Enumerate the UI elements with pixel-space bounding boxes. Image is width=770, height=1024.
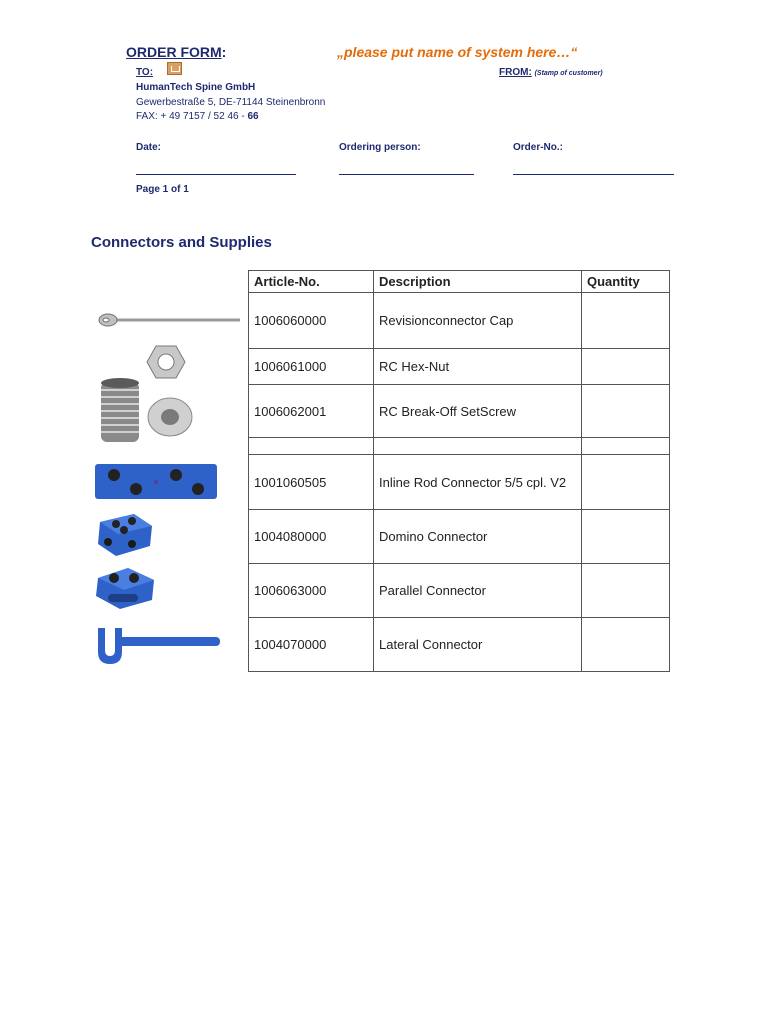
- system-name-placeholder[interactable]: „please put name of system here…“: [337, 44, 578, 60]
- set-screw-image: [98, 376, 142, 448]
- table-row: [249, 438, 670, 455]
- table-row: [249, 385, 670, 438]
- description-header: Description: [374, 271, 582, 293]
- date-field-line[interactable]: [136, 174, 296, 175]
- revision-connector-cap-image: [96, 309, 242, 331]
- company-logo-icon: [167, 62, 182, 75]
- quantity-header: Quantity: [582, 271, 670, 293]
- table-row: [249, 564, 670, 618]
- to-label: TO:: [136, 67, 154, 78]
- parallel-connector-image: [94, 564, 156, 610]
- company-fax: FAX: + 49 7157 / 52 46 - 66: [136, 111, 259, 122]
- article-no-cell: 1006061000: [249, 349, 374, 385]
- description-cell: Parallel Connector: [374, 564, 582, 618]
- company-name: HumanTech Spine GmbH: [136, 82, 256, 93]
- domino-connector-image: [94, 512, 154, 558]
- description-cell: Inline Rod Connector 5/5 cpl. V2: [374, 455, 582, 510]
- order-number-field-line[interactable]: [513, 174, 674, 175]
- inline-rod-connector-image: [94, 463, 218, 500]
- quantity-cell[interactable]: [582, 438, 670, 455]
- table-row: [249, 618, 670, 672]
- quantity-cell[interactable]: [582, 455, 670, 510]
- page-indicator: Page 1 of 1: [136, 184, 189, 195]
- order-number-label: Order-No.:: [513, 142, 563, 153]
- lateral-connector-image: [94, 624, 222, 666]
- description-cell: RC Hex-Nut: [374, 349, 582, 385]
- article-no-header: Article-No.: [249, 271, 374, 293]
- date-label: Date:: [136, 142, 162, 153]
- table-row: [249, 510, 670, 564]
- description-cell: Revisionconnector Cap: [374, 293, 582, 349]
- order-table: [248, 270, 670, 672]
- article-no-cell: 1004080000: [249, 510, 374, 564]
- description-cell: [374, 438, 582, 455]
- table-row: [249, 455, 670, 510]
- table-row: [249, 293, 670, 349]
- company-address: Gewerbestraße 5, DE-71144 Steinenbronn: [136, 97, 326, 108]
- article-no-cell: 1001060505: [249, 455, 374, 510]
- quantity-cell[interactable]: [582, 349, 670, 385]
- article-no-cell: 1006062001: [249, 385, 374, 438]
- quantity-cell[interactable]: [582, 293, 670, 349]
- quantity-cell[interactable]: [582, 385, 670, 438]
- ordering-person-label: Ordering person:: [339, 142, 421, 153]
- from-label: FROM:: [499, 67, 532, 78]
- article-no-cell: 1006060000: [249, 293, 374, 349]
- description-cell: RC Break-Off SetScrew: [374, 385, 582, 438]
- description-cell: Domino Connector: [374, 510, 582, 564]
- break-off-ring-image: [146, 395, 194, 439]
- table-header-row: [249, 271, 670, 293]
- quantity-cell[interactable]: [582, 510, 670, 564]
- table-row: [249, 349, 670, 385]
- order-form-title: ORDER FORM:: [126, 44, 227, 60]
- from-label-group: [499, 67, 603, 78]
- article-no-cell: 1004070000: [249, 618, 374, 672]
- stamp-note: (Stamp of customer): [534, 70, 603, 77]
- article-no-cell: 1006063000: [249, 564, 374, 618]
- section-title: Connectors and Supplies: [91, 234, 272, 251]
- article-no-cell: [249, 438, 374, 455]
- quantity-cell[interactable]: [582, 618, 670, 672]
- hex-nut-image: [146, 344, 186, 380]
- quantity-cell[interactable]: [582, 564, 670, 618]
- description-cell: Lateral Connector: [374, 618, 582, 672]
- ordering-person-field-line[interactable]: [339, 174, 474, 175]
